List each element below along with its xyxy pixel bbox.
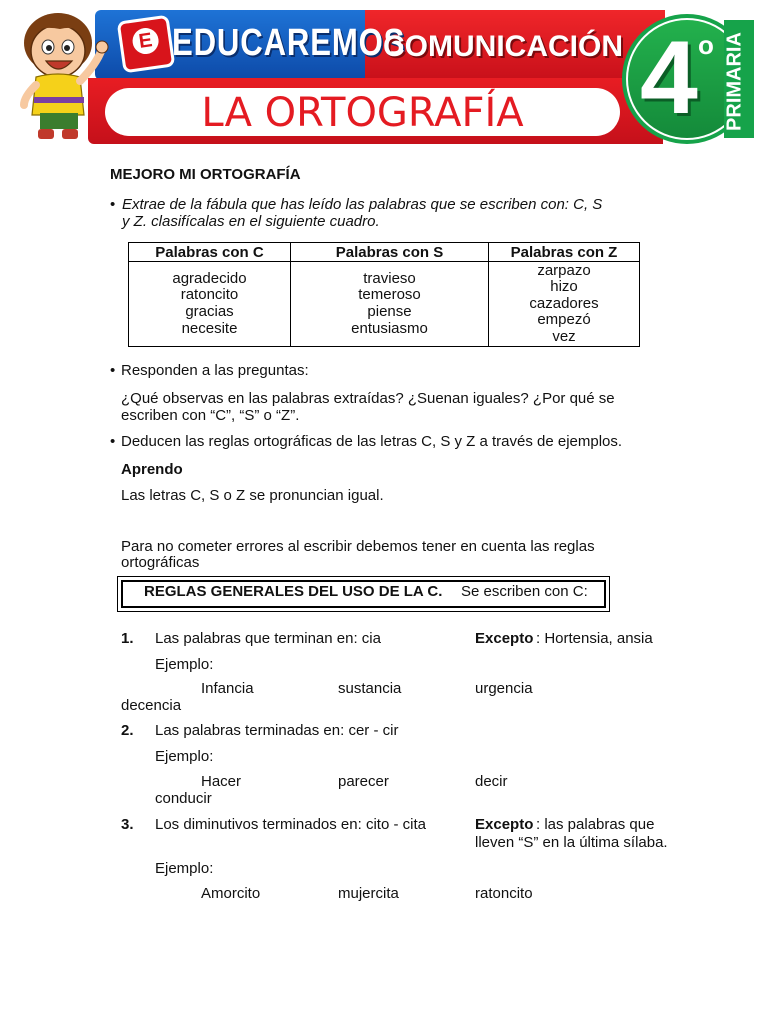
instruction-line: y Z. clasifícalas en el siguiente cuadro. — [122, 213, 380, 230]
example-label: Ejemplo: — [155, 860, 214, 877]
word-s: travieso — [363, 269, 416, 287]
rule-number: 3. — [121, 816, 134, 833]
example-word: Hacer — [201, 773, 242, 790]
page-title: LA ORTOGRAFÍA — [201, 90, 524, 136]
rule-text: Las palabras terminadas en: cer - cir — [155, 722, 399, 739]
rule-exception-label: Excepto — [475, 630, 534, 647]
rule-text: Las palabras que terminan en: cia — [155, 630, 381, 647]
words-table — [128, 242, 640, 347]
section-title: MEJORO MI ORTOGRAFÍA — [110, 166, 301, 183]
level-label: PRIMARIA — [723, 32, 746, 131]
grade-suffix: o — [698, 30, 714, 60]
rule-exception-text: : las palabras que — [536, 816, 655, 833]
word-c: necesite — [181, 319, 238, 337]
aprendo-text: Para no cometer errores al escribir debemos tener en cuenta las reglas — [121, 538, 595, 555]
word-c: ratoncito — [180, 286, 239, 304]
example-word: decir — [475, 773, 508, 790]
rules-heading-normal: Se escriben con C: — [461, 583, 588, 600]
rule-text: Los diminutivos terminados en: cito - cita — [155, 816, 426, 833]
example-word: parecer — [338, 773, 389, 790]
example-word: decencia — [121, 697, 182, 714]
table-cell-c — [129, 262, 291, 347]
table-header-row — [129, 243, 640, 262]
brand-name: EDUCAREMOS — [172, 22, 406, 64]
grade-number: 4 — [640, 20, 698, 136]
instruction-line: Responden a las preguntas: — [121, 362, 309, 379]
example-label: Ejemplo: — [155, 748, 214, 765]
aprendo-text: ortográficas — [121, 554, 200, 571]
table-cell-z — [489, 262, 640, 347]
rule-number: 1. — [121, 630, 134, 647]
word-s: entusiasmo — [351, 319, 428, 337]
subject-title: COMUNICACIÓN — [383, 30, 623, 63]
word-z: vez — [552, 327, 576, 345]
rules-heading-bold: REGLAS GENERALES DEL USO DE LA C. — [144, 583, 443, 600]
example-word: conducir — [155, 790, 212, 807]
bullet-icon: • — [110, 362, 116, 379]
header-banner — [0, 0, 768, 150]
instruction-line: Deducen las reglas ortográficas de las letras C, S y Z a través de ejemplos. — [121, 433, 623, 450]
aprendo-heading: Aprendo — [121, 461, 183, 478]
example-word: mujercita — [338, 885, 399, 902]
example-label: Ejemplo: — [155, 656, 214, 673]
instruction-line: Extrae de la fábula que has leído las palabras que se escriben con: C, S — [122, 196, 603, 213]
rule-exception-text: : Hortensia, ansia — [536, 630, 653, 647]
word-c: gracias — [185, 303, 234, 320]
word-c: agradecido — [172, 269, 247, 287]
bullet-icon: • — [110, 196, 116, 213]
brand-logo-icon — [117, 15, 176, 74]
example-word: ratoncito — [475, 885, 533, 902]
example-word: Amorcito — [201, 885, 261, 902]
example-word: urgencia — [475, 680, 533, 697]
table-header-c: Palabras con C — [129, 243, 291, 262]
rule-exception-text: lleven “S” en la última sílaba. — [475, 834, 668, 851]
word-z: empezó — [537, 311, 591, 329]
question-line: escriben con “C”, “S” o “Z”. — [121, 407, 300, 424]
word-s: temeroso — [358, 286, 421, 304]
word-z: cazadores — [529, 294, 599, 312]
word-z: zarpazo — [537, 261, 591, 279]
table-row — [129, 262, 640, 347]
question-line: ¿Qué observas en las palabras extraídas? ¿Suenan iguales? ¿Por qué se — [121, 390, 615, 407]
table-header-s: Palabras con S — [291, 243, 489, 262]
example-word: sustancia — [338, 680, 402, 697]
table-cell-s — [291, 262, 489, 347]
table-header-z: Palabras con Z — [489, 243, 640, 262]
rule-exception-label: Excepto — [475, 816, 534, 833]
word-s: piense — [367, 303, 412, 320]
bullet-icon: • — [110, 433, 116, 450]
brand-logo-letter: E — [131, 26, 160, 55]
rule-number: 2. — [121, 722, 134, 739]
word-z: hizo — [550, 278, 578, 296]
example-word: Infancia — [201, 680, 254, 697]
aprendo-text: Las letras C, S o Z se pronuncian igual. — [121, 487, 384, 504]
student-mascot-icon — [10, 5, 110, 145]
